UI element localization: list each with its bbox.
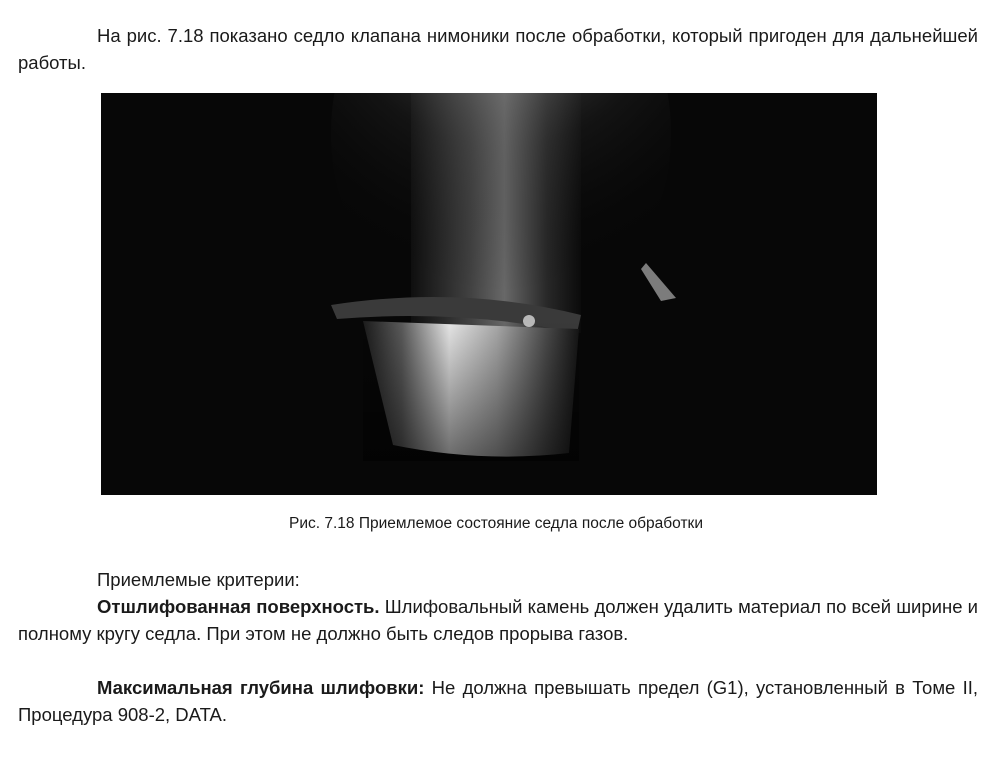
- criterion-max-depth: [18, 674, 978, 728]
- valve-seat-photo-drawing: [101, 93, 877, 495]
- valve-seat-photo: [101, 93, 877, 495]
- intro-paragraph: На рис. 7.18 показано седло клапана нимоники после обработки, который пригоден для дальнейшей работы.: [18, 25, 978, 73]
- criteria-heading: Приемлемые критерии:: [97, 569, 300, 590]
- criterion-text: Не должна превышать предел (G1), установленный в Томе II, Процедура 908-2, DATA.: [18, 677, 978, 725]
- criterion-ground-surface: [18, 593, 978, 647]
- criterion-term: Максимальная глубина шлифовки:: [97, 677, 425, 698]
- criterion-term: Отшлифованная поверхность.: [97, 596, 380, 617]
- figure-caption: Рис. 7.18 Приемлемое состояние седла после обработки: [289, 515, 703, 532]
- criterion-text: Шлифовальный камень должен удалить материал по всей ширине и полному кругу седла. При этом не должно быть следов прорыва газов.: [18, 596, 978, 644]
